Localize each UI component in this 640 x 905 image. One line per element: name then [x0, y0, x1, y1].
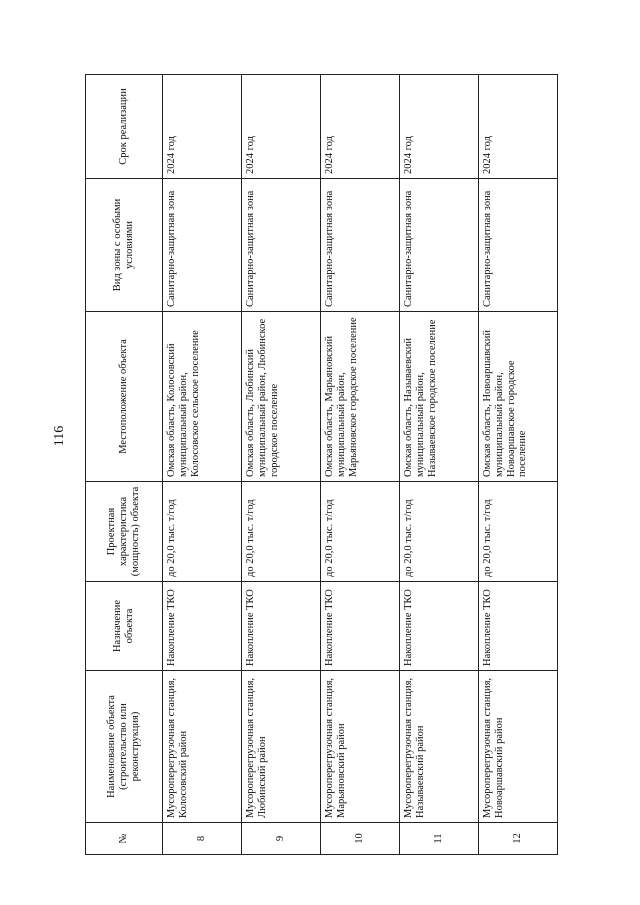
cell-purpose: Накопление ТКО	[163, 582, 242, 671]
cell-location: Омская область, Называевский муниципальный район, Называевское городское поселение	[400, 312, 479, 482]
cell-term: 2024 год	[242, 75, 321, 179]
header-name: Наименование объекта (строительство или реконструкция)	[86, 671, 163, 823]
cell-location: Омская область, Колосовский муниципальный район, Колосовское сельское поселение	[163, 312, 242, 482]
cell-capacity: до 20,0 тыс. т/год	[321, 482, 400, 582]
cell-location: Омская область, Марьяновский муниципальный район, Марьяновское городское поселение	[321, 312, 400, 482]
cell-num: 9	[242, 823, 321, 855]
cell-term: 2024 год	[321, 75, 400, 179]
cell-capacity: до 20,0 тыс. т/год	[479, 482, 558, 582]
cell-location: Омская область, Любинский муниципальный район, Любинское городское поселение	[242, 312, 321, 482]
table-row	[479, 75, 558, 855]
cell-zone: Санитарно-защитная зона	[321, 179, 400, 312]
cell-zone: Санитарно-защитная зона	[163, 179, 242, 312]
cell-capacity: до 20,0 тыс. т/год	[242, 482, 321, 582]
cell-name: Мусороперегрузочная станция, Колосовский район	[163, 671, 242, 823]
cell-name: Мусороперегрузочная станция, Марьяновский район	[321, 671, 400, 823]
header-capacity: Проектная характеристика (мощность) объекта	[86, 482, 163, 582]
cell-location: Омская область, Новоаршавский муниципальный район, Новоаршавское городское поселение	[479, 312, 558, 482]
cell-name: Мусороперегрузочная станция, Называевский район	[400, 671, 479, 823]
cell-num: 8	[163, 823, 242, 855]
cell-zone: Санитарно-защитная зона	[242, 179, 321, 312]
cell-num: 12	[479, 823, 558, 855]
cell-capacity: до 20,0 тыс. т/год	[163, 482, 242, 582]
cell-name: Мусороперегрузочная станция, Новоаршавский район	[479, 671, 558, 823]
cell-purpose: Накопление ТКО	[321, 582, 400, 671]
table-row	[400, 75, 479, 855]
cell-num: 11	[400, 823, 479, 855]
header-term: Срок реализации	[86, 75, 163, 179]
table-row	[242, 75, 321, 855]
header-num: №	[86, 823, 163, 855]
cell-term: 2024 год	[163, 75, 242, 179]
rotated-page	[85, 45, 578, 855]
cell-term: 2024 год	[400, 75, 479, 179]
cell-name: Мусороперегрузочная станция, Любинский район	[242, 671, 321, 823]
cell-zone: Санитарно-защитная зона	[400, 179, 479, 312]
table-row	[163, 75, 242, 855]
cell-zone: Санитарно-защитная зона	[479, 179, 558, 312]
header-zone: Вид зоны с особыми условиями	[86, 179, 163, 312]
table-row	[321, 75, 400, 855]
cell-purpose: Накопление ТКО	[479, 582, 558, 671]
cell-capacity: до 20,0 тыс. т/год	[400, 482, 479, 582]
cell-purpose: Накопление ТКО	[400, 582, 479, 671]
table-header-row	[86, 75, 163, 855]
page-number: 116	[52, 425, 67, 447]
objects-table	[85, 74, 558, 855]
header-purpose: Назначение объекта	[86, 582, 163, 671]
cell-term: 2024 год	[479, 75, 558, 179]
cell-num: 10	[321, 823, 400, 855]
cell-purpose: Накопление ТКО	[242, 582, 321, 671]
header-location: Местоположение объекта	[86, 312, 163, 482]
